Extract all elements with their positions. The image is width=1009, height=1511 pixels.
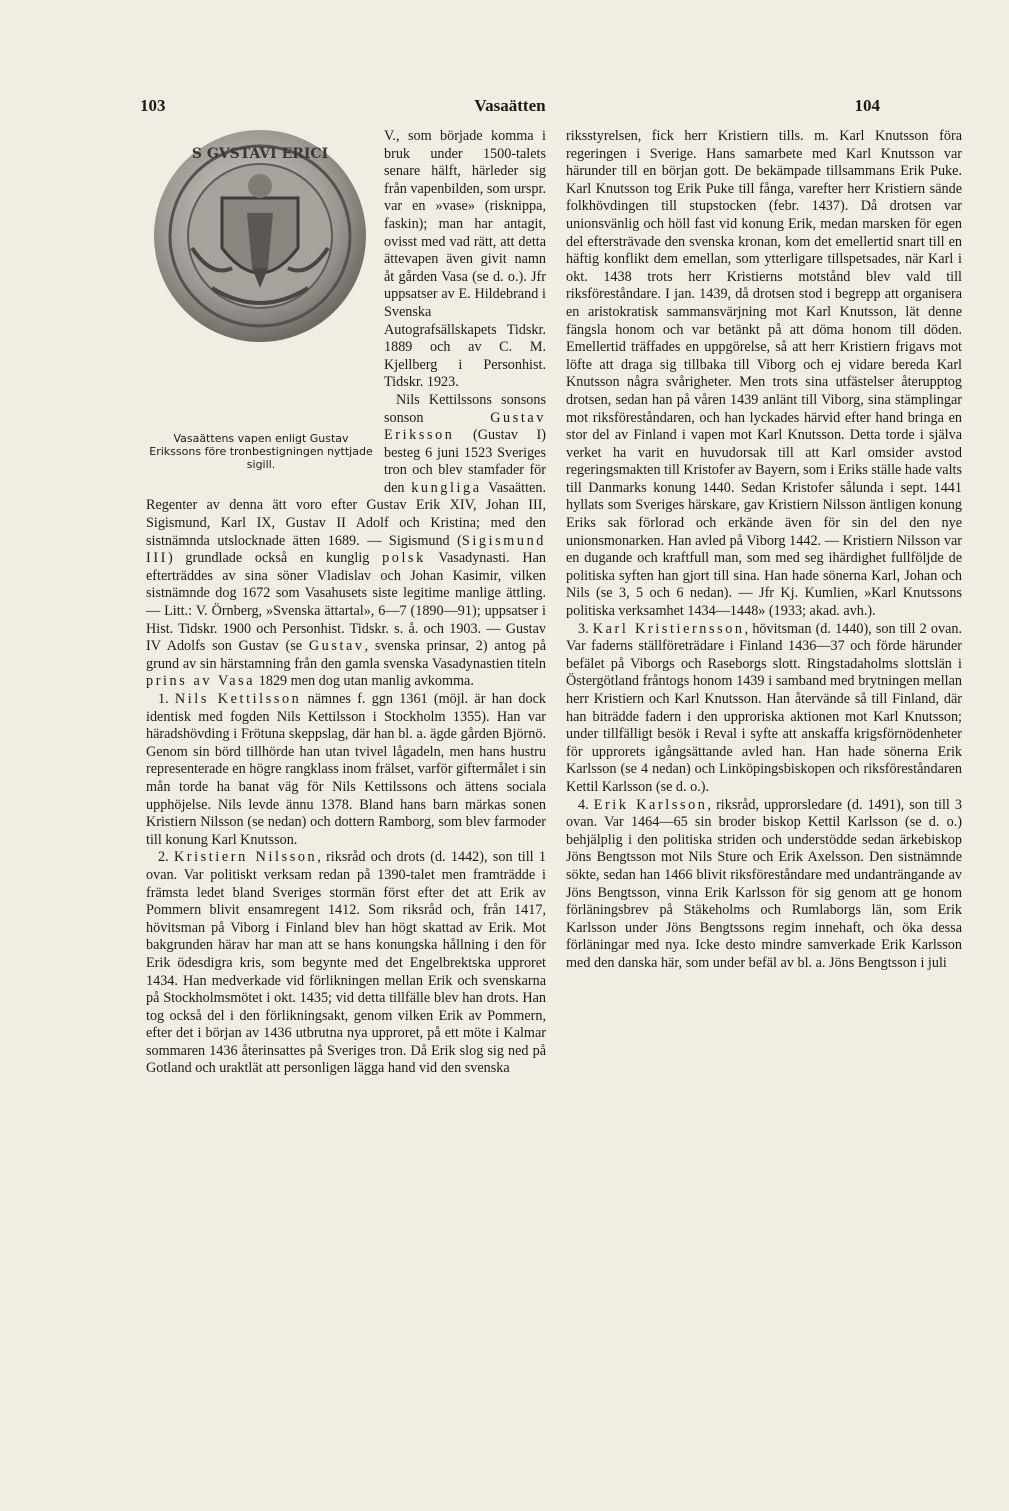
paragraph: Nils Kettilssons sonsons sonson Gustav Eriksson (Gustav I) besteg 6 juni 1523 Sveriges tron och blev stamfader för den kungliga Vasaätten. Regenter av denna ätt voro efter Gustav Erik XIV, Johan III, Sigismund, Karl IX, Gustav II Adolf och Kristina; med den sistnämnda utslocknade ätten 1689. — Sigismund (Sigismund III) grundlade också en kunglig polsk Vasadynasti. Han efterträddes av sina söner Vladislav och Johan Kasimir, vilken sistnämnde dog 1672 som Vasahusets siste legitime manlige ättling. — Litt.: V. Örnberg, »Svenska ättartal», 6—7 (1890—91); uppsatser i Hist. Tidskr. 1900 och Personhist. Tidskr. s. å. och 1903. — Gustav IV Adolfs son Gustav (se Gustav, svenska prinsar, 2) antog på grund av sin härstamning från den gamla svenska Vasadynastien titeln prins av Vasa 1829 men dog utan manlig avkomma. [146,391,547,690]
entry-paragraph: 1. Nils Kettilsson nämnes f. ggn 1361 (möjl. är han dock identisk med fogden Nils Kettilsson i Stockholm 1355). Han var häradshövding i Frötuna skeppslag, där han bl. a. ägde gården Björnö. Genom sin börd tillhörde han utan tvivel lågadeln, men hans hustru representerade en högre rangklass inom frälset, varför giftermålet i sin mån torde ha banat väg för Nils Kettilssons och ättens sociala upphöjelse. Nils levde ännu 1378. Bland hans barn märkas sonen Kristiern Nilsson (se nedan) och dottern Ramborg, som blev farmoder till konung Karl Knutsson. [146,691,547,848]
page-header [140,96,880,120]
seal-icon [152,128,368,344]
page-number-left: 103 [140,96,166,115]
page-title: Vasaätten [474,96,546,115]
entry-paragraph: 4. Erik Karlsson, riksråd, upprorsledare (d. 1491), son till 3 ovan. Var 1464—65 sin broder biskop Kettil Karlsson (se d. o.) behjälplig i den politiska striden och understödde sedan ärkebiskop Jöns Bengtsson mot Nils Sture och Erik Axelsson. Den sistnämnde sökte, sedan han 1466 blivit riksföreståndare med undanträngande av Jöns Bengtsson, vinna Erik Karlsson för sig genom att ge honom förläningsbrev på Stäkeholms och Rumlaborgs län, som Erik Karlsson under Jöns Bengtssons regim innehaft, och öka dessa förläningar med nya. Icke desto mindre samverkade Erik Karlsson med den danska här, som under befäl av bl. a. Jöns Bengtsson i juli [566,796,962,971]
entry-paragraph: 2. Kristiern Nilsson, riksråd och drots (d. 1442), son till 1 ovan. Var politiskt verksam redan på 1390-talet men framträdde i främsta ledet bland Sveriges stormän först efter det att Erik av Pommern blivit ensamregent 1412. Som riksråd och, från 1417, hövitsman på Viborg i Finland blev han högt skattad av Erik. Mot bakgrunden härav har man att se hans konungska hållning i den för Erik ödesdigra kris, som begynte med det Engelbrektska upproret 1434. Han medverkade vid förlikningen mellan Erik och svenskarna på Stockholmsmötet i okt. 1435; vid detta tillfälle blev han drots. Han tog också del i den förlikningsakt, genom vilken Erik av Pommern, efter det i början av 1436 utbrutna nya upproret, på ett möte i Kalmar sommaren 1436 återinsattes på Sveriges tron. Då Erik slog sig ned på Gotland och uraktlät att personligen lägga hand vid den svenska [146,849,546,1077]
entry-paragraph: 3. Karl Kristiernsson, hövitsman (d. 1440), son till 2 ovan. Var faderns ställföreträdare i Finland 1436—37 och förde härunder befälet på Viborgs och Raseborgs slott. Ringstadaholms slottslän i Östergötland fråntogs honom 1439 i samband med brytningen mellan herr Kristiern och Karl Knutsson. Han återvände så till Finland, där han biträdde fadern i den upproriska aktionen mot Karl Knutsson; under tillfälligt besök i Reval i syfte att anskaffa krigsförnödenheter för upprorets igångsättande avled han. Han hade sönerna Erik Karlsson (se 4 nedan) och Linköpingsbiskopen och riksföreståndaren Kettil Karlsson (se d. o.). [566,620,963,795]
paragraph: riksstyrelsen, fick herr Kristiern tills. m. Karl Knutsson föra regeringen i Sverige. Hans samarbete med Karl Knutsson var härunder till en början gott. De bekämpade tillsammans Erik Puke. Karl Knutsson tog Erik Puke till fånga, varefter herr Kristiern sände folkhövdingen till stupstocken (febr. 1437). Då drotsen var unionsvänlig och höll fast vid konung Erik, medan marsken för egen del eftersträvade den svenska kronan, kom det emellertid snart till en häftig konflikt dem emellan, som ytterligare tillspetsades, när Karl i okt. 1438 trots herr Kristierns motstånd blev vald till riksföreståndare. I jan. 1439, då drotsen stod i begrepp att organisera en aristokratisk sammansvärjning mot Karl Knutsson, lät denne fängsla honom och var betänkt på att döma honom till döden. Emellertid träffades en uppgörelse, så att herr Kristiern frigavs mot löfte att draga sig tillbaka till Viborg och ej vidare bereda Karl Knutsson några svårigheter. Men trots sina utfästelser återupptog drotsen, sedan han på våren 1439 anlänt till Viborg, sina stämplingar mot riksföreståndaren, och han lyckades härvid efter hand bringa en stor del av Finland i vapen mot Karl Knutsson. Detta torde i själva verket ha varit en huvudorsak till att Karl omsider avstod regeringsmakten till Kristofer av Bayern, som i Eriks ställe hade valts till Danmarks konung 1440. Sedan Kristofer sålunda i sept. 1441 hyllats som Sveriges härskare, gav Kristiern Nilsson äntligen konung Eriks sak förlorad och erkände även för sin del den nye unionsmonarken. Han avled på Viborg 1442. — Kristiern Nilsson var en dugande och kraftfull man, som med seg ihärdighet fullföljde de politiska syften han gjort till sina. Han hade sönerna Karl, Johan och Nils (se 3, 5 och 6 nedan). — Jfr Kj. Kumlien, »Karl Knutssons politiska verksamhet 1434—1448» (1933; akad. avh.). [566,128,962,620]
left-column [146,128,546,1078]
paragraph: V., som började komma i bruk under 1500-talets senare hälft, härleder sig från vapenbilden, som urspr. var en »vase» (risknippa, faskin); man har antagit, ovisst med vad rätt, att detta ättevapen även givit namn åt gården Vasa (se d. o.). Jfr uppsatser av E. Hildebrand i Svenska Autografsällskapets Tidskr. 1889 och av C. M. Kjellberg i Personhist. Tidskr. 1923. [384,128,546,391]
figure-caption: Vasaättens vapen enligt Gustav Erikssons före tronbestigningen nyttjade sigill. [149,432,373,471]
seal-inscription: S GVSTAVI ERICI [191,146,329,162]
page-number-right: 104 [854,96,880,115]
right-column [566,128,962,973]
figure [146,128,376,484]
